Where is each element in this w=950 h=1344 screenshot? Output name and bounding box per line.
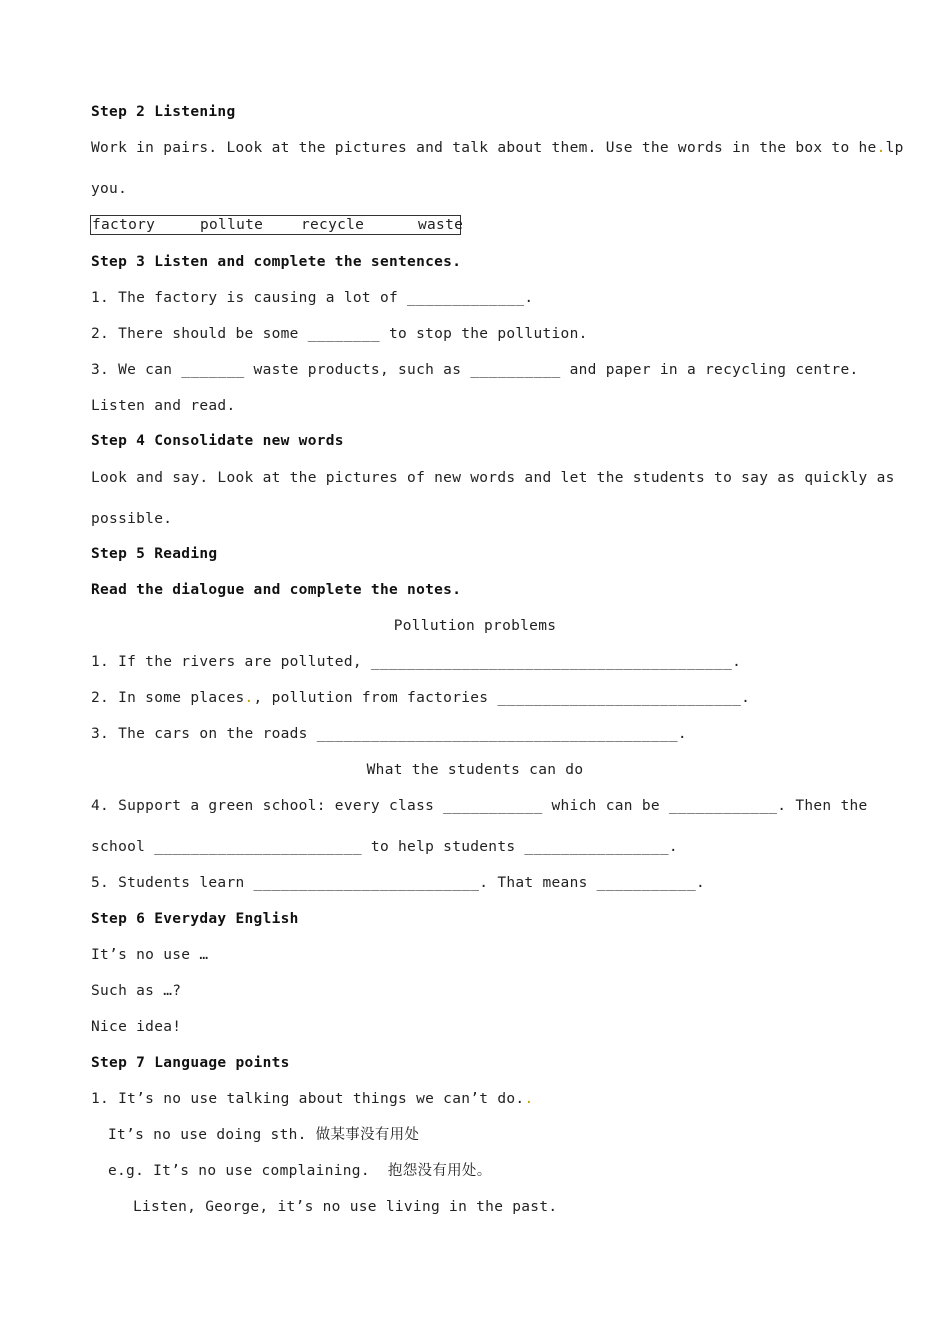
- word-box-item: factory: [92, 217, 156, 233]
- step3-followup: Listen and read.: [91, 398, 236, 414]
- phrase-item: It’s no use …: [91, 947, 209, 963]
- action-item: 5. Students learn _________________________. That means ___________.: [91, 875, 706, 891]
- example-sentence: e.g. It’s no use complaining. 抱怨没有用处。: [108, 1163, 492, 1179]
- section-title-actions: What the students can do: [366, 762, 584, 778]
- action-item-cont: school _______________________ to help students ________________.: [91, 839, 678, 855]
- problem-item: 1. If the rivers are polluted, ________________________________________.: [91, 654, 742, 670]
- step4-instruction-cont: possible.: [91, 511, 173, 527]
- step3-sentence: 2. There should be some ________ to stop the pollution.: [91, 326, 588, 342]
- step5-heading: Step 5 Reading: [91, 546, 218, 562]
- word-box-item: pollute: [200, 217, 264, 233]
- section-title-problems: Pollution problems: [393, 618, 557, 634]
- problem-item-start: 2. In some places: [91, 690, 245, 706]
- language-point: [91, 1089, 533, 1109]
- usage-pattern: It’s no use doing sth. 做某事没有用处: [108, 1127, 420, 1143]
- problem-item: 3. The cars on the roads ________________________________________.: [91, 726, 687, 742]
- action-item: 4. Support a green school: every class ___________ which can be ____________. Then the: [91, 798, 868, 814]
- step3-sentence: 1. The factory is causing a lot of _____________.: [91, 290, 534, 306]
- step2-instruction-text: Work in pairs. Look at the pictures and talk about them. Use the words in the box to he: [91, 140, 877, 156]
- step3-sentence: 3. We can _______ waste products, such as __________ and paper in a recycling centre.: [91, 362, 859, 378]
- step2-instruction-end: lp: [885, 140, 904, 156]
- step2-instruction-cont: you.: [91, 181, 128, 197]
- step2-heading: Step 2 Listening: [91, 104, 236, 120]
- step7-heading: Step 7 Language points: [91, 1055, 290, 1071]
- phrase-item: Such as …?: [91, 983, 182, 999]
- example-sentence: Listen, George, it’s no use living in the past.: [133, 1199, 558, 1215]
- step5-subheading: Read the dialogue and complete the notes.: [91, 582, 462, 598]
- step4-heading: Step 4 Consolidate new words: [91, 433, 344, 449]
- problem-item: [91, 688, 750, 708]
- stray-mark: .: [524, 1091, 534, 1107]
- step2-instruction: [91, 138, 904, 158]
- language-point-text: 1. It’s no use talking about things we can’t do.: [91, 1091, 525, 1107]
- word-box-item: recycle: [301, 217, 365, 233]
- word-box-item: waste: [418, 217, 464, 233]
- step6-heading: Step 6 Everyday English: [91, 911, 299, 927]
- problem-item-rest: , pollution from factories ___________________________.: [253, 690, 751, 706]
- phrase-item: Nice idea!: [91, 1019, 182, 1035]
- step3-heading: Step 3 Listen and complete the sentences.: [91, 254, 462, 270]
- stray-mark: .: [244, 690, 254, 706]
- word-box: [90, 215, 464, 235]
- stray-mark: .: [876, 140, 886, 156]
- step4-instruction: Look and say. Look at the pictures of new words and let the students to say as quickly as: [91, 470, 895, 486]
